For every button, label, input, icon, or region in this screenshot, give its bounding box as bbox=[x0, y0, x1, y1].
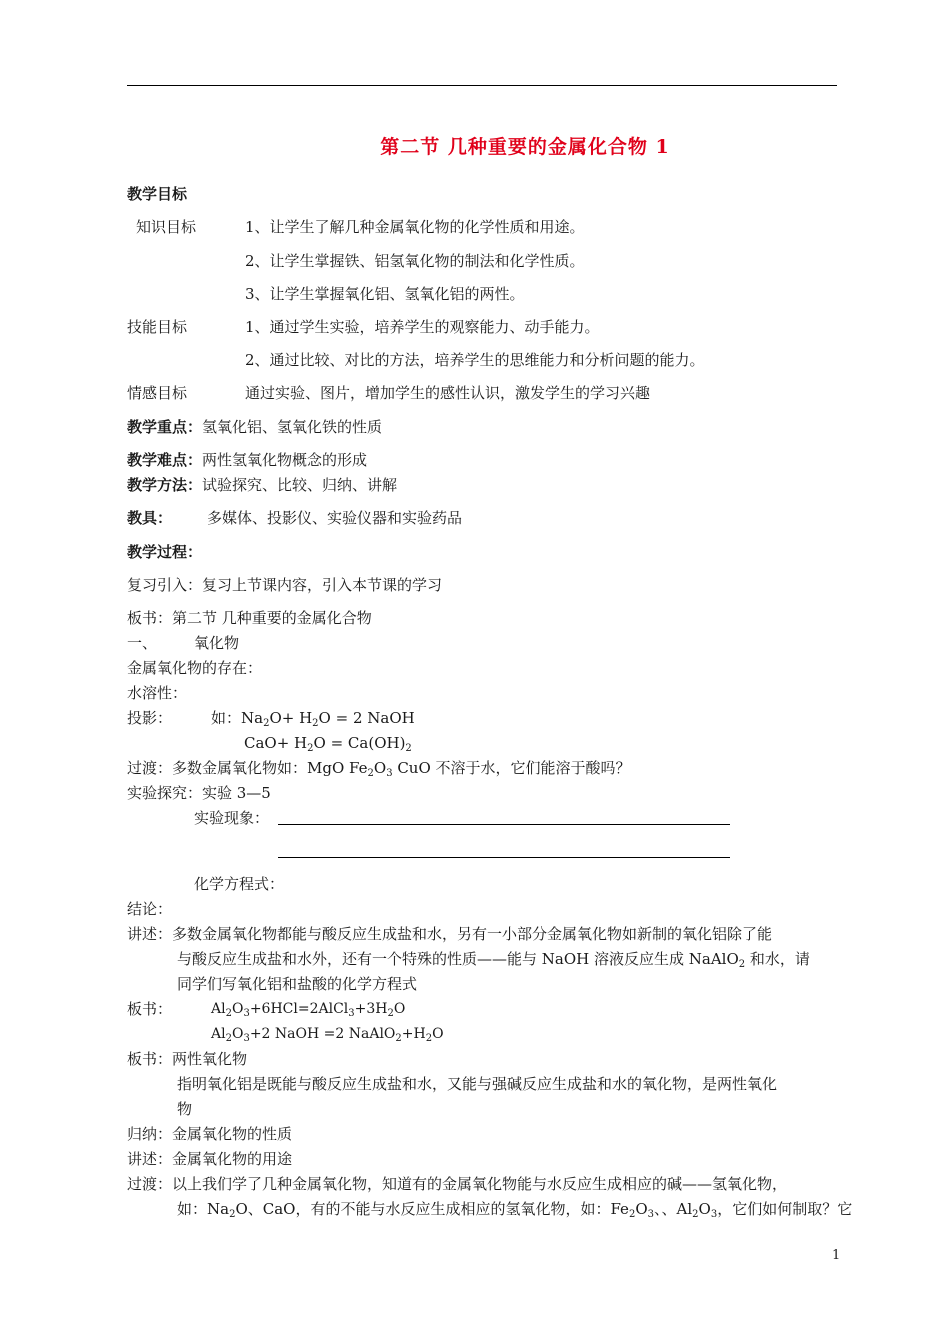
knowledge-item: 2、让学生掌握铁、铝氢氧化物的制法和化学性质。 bbox=[245, 252, 585, 270]
lecture-line: 讲述：多数金属氧化物都能与酸反应生成盐和水，另有一小部分金属氧化物如新制的氧化铝除了能 bbox=[127, 925, 773, 943]
board-label: 板书： bbox=[127, 1000, 173, 1018]
lecture-line: 讲述：金属氧化物的用途 bbox=[127, 1150, 293, 1168]
emotion-text: 通过实验、图片，增加学生的感性认识，激发学生的学习兴趣 bbox=[245, 384, 651, 402]
skill-item: 1、通过学生实验，培养学生的观察能力、动手能力。 bbox=[245, 318, 600, 336]
method-text: 试验探究、比较、归纳、讲解 bbox=[202, 476, 398, 494]
tools-label: 教具： bbox=[127, 509, 173, 527]
lecture-line: 同学们写氧化铝和盐酸的化学方程式 bbox=[177, 975, 418, 993]
board-line: 板书：第二节 几种重要的金属化合物 bbox=[127, 609, 372, 627]
equation-na2o: 如：$Na_2O+ H_2O = 2$ NaOH bbox=[211, 709, 415, 729]
section-title: 氧化物 bbox=[194, 634, 240, 652]
lecture-line: 与酸反应生成盐和水外，还有一个特殊的性质——能与 NaOH 溶液反应生成 NaAlO$_2$ 和水，请 bbox=[177, 950, 810, 970]
page-number: 1 bbox=[832, 1248, 841, 1263]
amphoteric-line: 物 bbox=[177, 1100, 193, 1118]
existence-line: 金属氧化物的存在： bbox=[127, 659, 263, 677]
phenomenon-label: 实验现象： bbox=[194, 809, 270, 827]
conclusion-line: 结论： bbox=[127, 900, 173, 918]
transition-line: 过渡：多数金属氧化物如：MgO $Fe_2O_3$ CuO 不溶于水，它们能溶于酸吗？ bbox=[127, 759, 631, 779]
tools-text: 多媒体、投影仪、实验仪器和实验药品 bbox=[207, 509, 463, 527]
knowledge-item: 3、让学生掌握氧化铝、氢氧化铝的两性。 bbox=[245, 285, 525, 303]
board-line: 板书：两性氧化物 bbox=[127, 1050, 248, 1068]
objectives-heading: 教学目标 bbox=[127, 185, 188, 203]
method bbox=[127, 475, 397, 495]
equation-label: 化学方程式： bbox=[194, 875, 285, 893]
difficulty bbox=[127, 450, 367, 470]
key-point-text: 氢氧化铝、氢氧化铁的性质 bbox=[202, 418, 383, 436]
process-heading: 教学过程： bbox=[127, 543, 203, 561]
emotion-label: 情感目标 bbox=[127, 384, 188, 402]
key-point bbox=[127, 417, 382, 437]
section-number: 一、 bbox=[127, 634, 158, 652]
transition-line: 过渡：以上我们学了几种金属氧化物，知道有的金属氧化物能与水反应生成相应的碱——氢氧化物， bbox=[127, 1175, 788, 1193]
tools bbox=[127, 508, 462, 528]
equation-al2o3-naoh: $Al_2O_3+2$ NaOH =2 $NaAlO_2+H_2O$ bbox=[211, 1026, 444, 1044]
answer-blank[interactable] bbox=[278, 824, 730, 825]
solubility-line: 水溶性： bbox=[127, 684, 188, 702]
transition-line: 如：$Na_2O$、CaO，有的不能与水反应生成相应的氢氧化物，如：$Fe_2O_3$、、$Al_2O_3$，它们如何制取？它 bbox=[177, 1200, 853, 1220]
experiment-line: 实验探究：实验 3—5 bbox=[127, 784, 271, 802]
difficulty-label: 教学难点： bbox=[127, 451, 203, 469]
projection-label: 投影： bbox=[127, 709, 173, 727]
answer-blank[interactable] bbox=[278, 857, 730, 858]
knowledge-item: 1、让学生了解几种金属氧化物的化学性质和用途。 bbox=[245, 218, 585, 236]
equation-al2o3-hcl: $Al_2O_3+6HCl=2AlCl_3+3H_2O$ bbox=[211, 1001, 406, 1019]
summary-line: 归纳：金属氧化物的性质 bbox=[127, 1125, 293, 1143]
review-line: 复习引入：复习上节课内容，引入本节课的学习 bbox=[127, 576, 443, 594]
difficulty-text: 两性氢氧化物概念的形成 bbox=[202, 451, 368, 469]
amphoteric-line: 指明氧化铝是既能与酸反应生成盐和水，又能与强碱反应生成盐和水的氧化物，是两性氧化 bbox=[177, 1075, 778, 1093]
page-title: 第二节 几种重要的金属化合物 1 bbox=[380, 136, 670, 158]
method-label: 教学方法： bbox=[127, 476, 203, 494]
equation-cao: $CaO+ H_2O = Ca(OH)_2$ bbox=[244, 734, 412, 754]
header-rule bbox=[127, 85, 837, 86]
key-point-label: 教学重点： bbox=[127, 418, 203, 436]
skill-item: 2、通过比较、对比的方法，培养学生的思维能力和分析问题的能力。 bbox=[245, 351, 705, 369]
skill-label: 技能目标 bbox=[127, 318, 188, 336]
knowledge-label: 知识目标 bbox=[136, 218, 197, 236]
